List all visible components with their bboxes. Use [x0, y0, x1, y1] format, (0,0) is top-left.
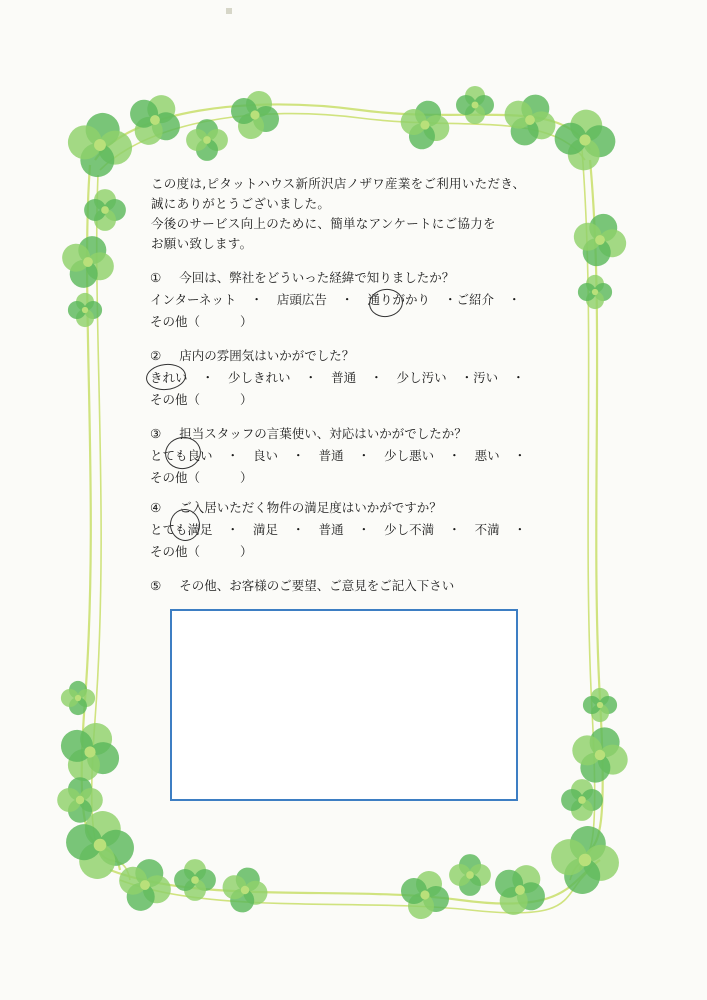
clover-icon	[495, 85, 566, 156]
question-text: 今回は、弊社をどういった経緯で知りましたか？	[179, 270, 455, 285]
question-number: ①	[150, 270, 162, 285]
question-number: ②	[150, 348, 162, 363]
option-very-good[interactable]: とても良い	[150, 448, 213, 463]
question-2	[150, 346, 525, 410]
question-text: ご入居いただく物件の満足度はいかがですか？	[179, 500, 442, 515]
option-separator: ・	[512, 370, 525, 385]
option-separator: ・	[250, 292, 263, 307]
clover-icon	[223, 83, 286, 146]
option-separator: ・	[513, 448, 527, 463]
other-field[interactable]: その他（ ）	[150, 470, 253, 485]
option-separator: ・	[448, 448, 461, 463]
clover-icon	[50, 712, 131, 793]
clover-icon	[186, 119, 228, 161]
option-normal[interactable]: 普通	[318, 522, 344, 537]
intro-paragraph	[151, 174, 525, 254]
option-internet[interactable]: インターネット	[150, 292, 237, 307]
scan-mark	[226, 8, 232, 14]
clover-icon	[449, 854, 491, 896]
option-separator: ・	[304, 370, 318, 385]
intro-line-3: 今後のサービス向上のために、簡単なアンケートにご協力を	[151, 216, 496, 231]
option-passing-by[interactable]: 通りがかり	[367, 292, 430, 307]
clover-icon	[561, 779, 603, 821]
option-somewhat-dirty[interactable]: 少し汚い	[396, 370, 447, 385]
clover-icon	[552, 107, 618, 173]
option-separator: ・	[340, 292, 354, 307]
option-referral[interactable]: ・ご紹介	[443, 292, 494, 307]
option-separator: ・	[292, 522, 305, 537]
other-field[interactable]: その他（ ）	[150, 314, 253, 329]
option-somewhat-clean[interactable]: 少しきれい	[228, 370, 291, 385]
intro-line-4: お願い致します。	[151, 236, 253, 251]
option-very-satisfied[interactable]: とても満足	[150, 522, 213, 537]
clover-icon	[456, 86, 494, 124]
clover-icon	[395, 95, 456, 156]
option-good[interactable]: 良い	[253, 448, 279, 463]
question-number: ③	[150, 426, 162, 441]
option-somewhat-dissatisfied[interactable]: 少し不満	[384, 522, 435, 537]
intro-line-1: この度は,ピタットハウス新所沢店ノザワ産業をご利用いただき、	[151, 176, 526, 191]
option-separator: ・	[292, 448, 305, 463]
clover-icon	[84, 189, 126, 231]
option-store-ad[interactable]: 店頭広告	[276, 292, 327, 307]
option-dirty[interactable]: ・汚い	[460, 370, 499, 385]
option-normal[interactable]: 普通	[318, 448, 344, 463]
answer-options	[150, 446, 526, 466]
answer-options	[150, 520, 526, 540]
option-dissatisfied[interactable]: 不満	[474, 522, 500, 537]
option-separator: ・	[448, 522, 461, 537]
option-separator: ・	[513, 522, 527, 537]
other-field[interactable]: その他（ ）	[150, 392, 253, 407]
option-separator: ・	[357, 522, 371, 537]
clover-icon	[545, 820, 624, 899]
clover-icon	[583, 688, 617, 722]
question-1	[150, 268, 520, 332]
question-number: ⑤	[150, 578, 162, 593]
clover-icon	[563, 718, 636, 791]
option-separator: ・	[370, 370, 383, 385]
question-4	[150, 498, 526, 562]
question-3	[150, 424, 526, 488]
option-separator: ・	[357, 448, 371, 463]
clover-icon	[393, 863, 456, 926]
other-field[interactable]: その他（ ）	[150, 544, 253, 559]
clover-icon	[54, 228, 122, 296]
vine-stroke	[92, 175, 130, 880]
question-text: 担当スタッフの言葉使い、対応はいかがでしたか？	[179, 426, 467, 441]
answer-options	[150, 368, 525, 388]
clover-icon	[61, 681, 95, 715]
question-text: その他、お客様のご要望、ご意見をご記入下さい	[179, 578, 455, 593]
clover-icon	[578, 275, 612, 309]
option-normal[interactable]: 普通	[331, 370, 357, 385]
option-separator: ・	[226, 522, 240, 537]
clover-icon	[567, 207, 632, 272]
question-number: ④	[150, 500, 162, 515]
option-bad[interactable]: 悪い	[474, 448, 500, 463]
answer-options	[150, 290, 520, 310]
question-5	[150, 576, 454, 596]
option-separator: ・	[201, 370, 215, 385]
option-separator: ・	[507, 292, 521, 307]
option-somewhat-bad[interactable]: 少し悪い	[384, 448, 435, 463]
clover-icon	[484, 854, 557, 927]
option-clean[interactable]: きれい	[150, 370, 188, 385]
question-text: 店内の雰囲気はいかがでした？	[179, 348, 355, 363]
option-separator: ・	[226, 448, 240, 463]
intro-line-2: 誠にありがとうございました。	[151, 196, 331, 211]
clover-icon	[217, 862, 273, 918]
clover-icon	[63, 108, 138, 183]
comment-box[interactable]	[170, 609, 518, 801]
option-satisfied[interactable]: 満足	[253, 522, 279, 537]
